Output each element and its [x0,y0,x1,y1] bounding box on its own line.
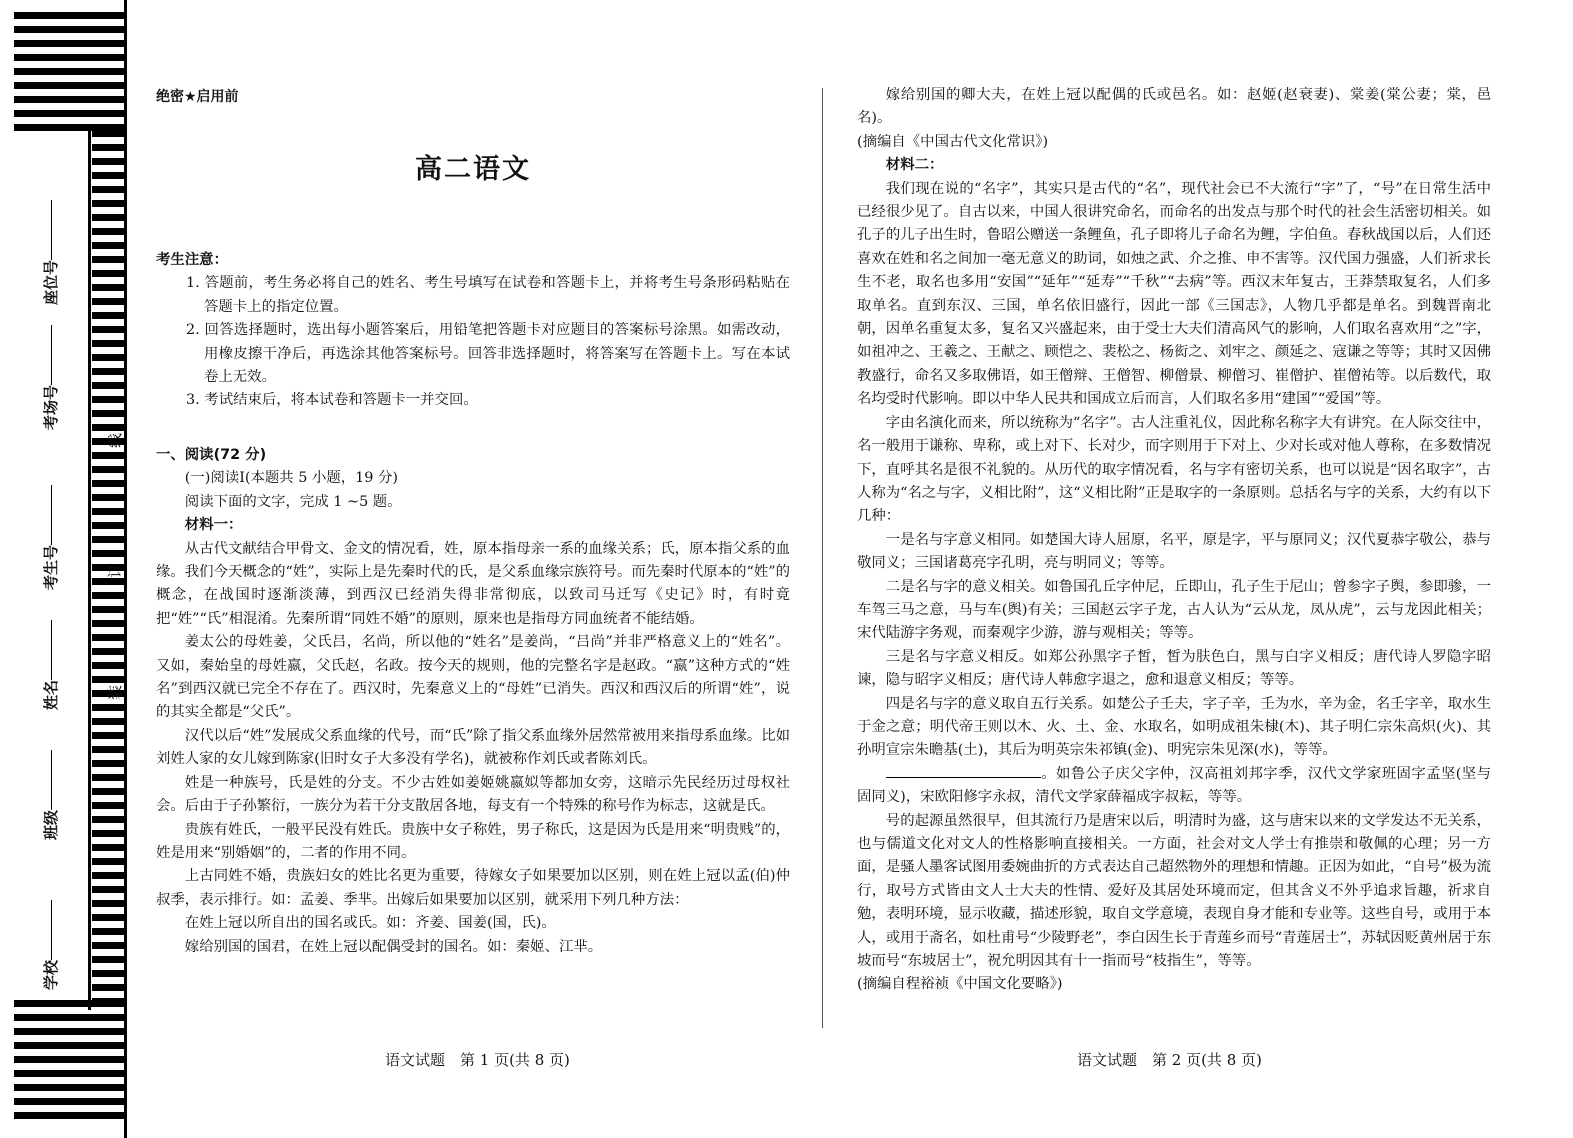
binding-stripe [14,1098,124,1105]
binding-stripe [14,1028,124,1035]
confidential-mark: 绝密★启用前 [156,89,239,105]
exam-room-field[interactable] [40,325,61,430]
paragraph: 我们现在说的“名字”，其实只是古代的“名”，现代社会已不大流行“字”了，“号”在日常生活中已经很少见了。自古以来，中国人很讲究命名，而命名的出发点与那个时代的社会生活密切相关。如孔子的儿子出生时，鲁昭公赠送一条鲤鱼，孔子即将儿子命名为鲤，字伯鱼。春秋战国以后，人们还喜欢在姓和名之间加一毫无意义的助词，如烛之武、介之推、申不害等。汉代国力强盛，人们祈求长生不老，取名也多用“安国”“延年”“延寿”“千秋”“去病”等。西汉末年复古，王莽禁取复名，人们多取单名。直到东汉、三国，单名依旧盛行，因此一部《三国志》，人物几乎都是单名。到魏晋南北朝，因单名重复太多，复名又兴盛起来，由于受士大夫们清高风气的影响，人们取名喜欢用“之”字，如祖冲之、王羲之、王献之、顾恺之、裴松之、杨衒之、刘牢之、颜延之、寇谦之等等；其时又因佛教盛行，命名又多取佛语，如王僧辩、王僧智、柳僧景、柳僧习、崔僧护、崔僧祐等。以后数代，取名均受时代影响。即以中华人民共和国成立后而言，人们取名多用“建国”“爱国”等。 [857,180,1491,408]
candidate-number-field[interactable] [40,485,61,590]
exam-room-label: 考场号 [42,384,60,430]
class-field[interactable] [40,750,61,840]
notice-item: 1. 答题前，考生务必将自己的姓名、考生号填写在试卷和答题卡上，并将考生号条形码粘贴在答题卡上的指定位置。 [186,275,790,315]
paragraph: 从古代文献结合甲骨文、金文的情况看，姓，原本指母亲一系的血缘关系；氏，原本指父系的血缘。我们今天概念的“姓”，实际上是先秦时代的氏，是父系血缘宗族符号。而先秦时代原本的“姓”的概念，在战国时逐渐淡薄，到西汉已经消失得非常彻底，以致司马迁写《史记》时，有时竟把“姓”“氏”相混淆。先秦所谓“同姓不婚”的原则，原来也是指母方同血统者不能结婚。 [156,540,790,627]
name-label: 姓名 [42,679,60,710]
cut-mark-staple: 订 [106,562,124,578]
binding-stripe [14,12,124,19]
page-2-body [857,84,1491,997]
section-title: 一、阅读(72 分) [156,447,267,463]
fill-in-paragraph [857,763,1491,810]
exam-title: 高二语文 [415,154,531,185]
paragraph: 姜太公的母姓姜，父氏吕，名尚，所以他的“姓名”是姜尚，“吕尚”并非严格意义上的“姓名”。又如，秦始皇的母姓嬴，父氏赵，名政。按今天的规则，他的完整名字是赵政。“嬴”这种方式的“姓名”到西汉就已完全不存在了。西汉时，先秦意义上的“母姓”已消失。西汉和西汉后的所谓“姓”，说的其实全都是“父氏”。 [156,634,790,721]
source-note: (摘编自程裕祯《中国文化要略》) [857,976,1063,993]
binding-stripe [14,40,124,47]
paragraph: 嫁给别国的卿大夫，在姓上冠以配偶的氏或邑名。如：赵姬(赵衰妻)、棠姜(棠公妻；棠，邑名)。 [857,87,1491,127]
binding-stripe [14,96,124,103]
candidate-number-label: 考生号 [42,544,60,590]
paragraph: 姓是一种族号，氏是姓的分支。不少古姓如姜姬姚嬴姒等都加女旁，这暗示先民经历过母权社会。后由于子孙繁衍，一族分为若干分支散居各地，每支有一个特殊的称号作为标志，这就是氏。 [156,774,790,815]
notice-item: 2. 回答选择题时，选出每小题答案后，用铅笔把答题卡对应题目的答案标号涂黑。如需改动，用橡皮擦干净后，再选涂其他答案标号。回答非选择题时，将答案写在答题卡上。写在本试卷上无效。 [186,322,790,386]
binding-stripe [14,110,124,117]
notice-block [156,249,790,413]
paragraph: 贵族有姓氏，一般平民没有姓氏。贵族中女子称姓，男子称氏，这是因为氏是用来“明贵贱”的，姓是用来“别婚姻”的，二者的作用不同。 [156,821,790,861]
paragraph: 嫁给别国的国君，在姓上冠以配偶受封的国名。如：秦姬、江芈。 [184,938,603,955]
paragraph: 四是名与字的意义取自五行关系。如楚公子壬夫，字子辛，壬为水，辛为金，名壬字辛，取水生于金之意；明代帝王则以木、火、土、金、水取名，如明成祖朱棣(木)、其子明仁宗朱高炽(火)、其孙明宣宗朱瞻基(土)，其后为明英宗朱祁镇(金)、明宪宗朱见深(水)，等等。 [857,695,1491,759]
page-1-footer: 语文试题 第 1 页(共 8 页) [385,1051,570,1069]
paragraph: 上古同姓不婚，贵族妇女的姓比名更为重要，待嫁女子如果要加以区别，则在姓上冠以孟(伯)仲叔季，表示排行。如：孟姜、季芈。出嫁后如果要加以区别，就采用下列几种方法： [156,868,790,908]
notice-item: 3. 考试结束后，将本试卷和答题卡一并交回。 [186,392,478,409]
binding-stripe [14,1014,124,1021]
paragraph: 字由名演化而来，所以统称为“名字”。古人注重礼仪，因此称名称字大有讲究。在人际交往中，名一般用于谦称、卑称，或上对下、长对少，而字则用于下对上、少对长或对他人尊称，在多数情况下，直呼其名是很不礼貌的。从历代的取字情况看，名与字有密切关系，也可以说是“因名取字”，古人称为“名之与字，义相比附”，这“义相比附”正是取字的一条原则。总括名与字的关系，大约有以下几种： [857,414,1491,525]
binding-stripe [14,1000,124,1007]
binding-stripe [14,1084,124,1091]
binding-edge [88,130,91,1010]
reading-section [156,444,790,959]
binding-stripe [14,54,124,61]
material-1-heading: 材料一： [184,517,243,534]
binding-stripe [14,82,124,89]
page-2-footer: 语文试题 第 2 页(共 8 页) [1077,1051,1262,1069]
class-label: 班级 [42,809,60,840]
cut-mark-line: 线 [106,432,124,448]
paragraph: 汉代以后“姓”发展成父系血缘的代号，而“氏”除了指父系血缘外居然常被用来指母系血缘。比如刘姓人家的女儿嫁到陈家(旧时女子大多没有学名)，就被称作刘氏或者陈刘氏。 [156,727,790,768]
name-field[interactable] [40,620,61,710]
paragraph: 在姓上冠以所自出的国名或氏。如：齐姜、国姜(国，氏)。 [184,915,556,932]
seat-number-field[interactable] [40,200,61,305]
seat-number-label: 座位号 [42,259,60,305]
paragraph: 二是名与字的意义相关。如鲁国孔丘字仲尼，丘即山，孔子生于尼山；曾参字子舆，参即骖，一车驾三马之意，马与车(舆)有关；三国赵云字子龙，古人认为“云从龙，凤从虎”，云与龙因此相关；宋代陆游字务观，而秦观字少游，游与观相关；等等。 [857,578,1491,642]
paragraph: 一是名与字意义相同。如楚国大诗人屈原，名平，原是字，平与原同义；汉代夏恭字敬公，恭与敬同义；三国诸葛亮字孔明，亮与明同义；等等。 [857,531,1491,572]
section-instruction: 阅读下面的文字，完成 1 ~5 题。 [184,493,402,510]
answer-blank[interactable] [886,763,1041,778]
paragraph: 三是名与字意义相反。如郑公孙黑字子皙，皙为肤色白，黑与白字义相反；唐代诗人罗隐字昭谏，隐与昭字义相反；唐代诗人韩愈字退之，愈和退意义相反；等等。 [857,648,1491,689]
cut-mark-bind: 装 [106,684,124,700]
binding-stripe [14,1112,124,1119]
binding-stripe [14,1056,124,1063]
page-divider [822,88,823,1028]
paragraph: 号的起源虽然很早，但其流行乃是唐宋以后，明清时为盛，这与唐宋以来的文学发达不无关系，也与儒道文化对文人的性格影响直接相关。一方面，社会对文人学士有推崇和敬佩的心理；另一方面，是骚人墨客试图用委婉曲折的方式表达自己超然物外的理想和情趣。正因为如此，“自号”极为流行，取号方式皆由文人士大夫的性情、爱好及其居处环境而定，但其含义不外乎追求旨趣，祈求自勉，表明环境，显示收藏，描述形貌，取自文学意境，表现自身才能和专业等。这些自号，或用于本人，或用于斋名，如杜甫号“少陵野老”，李白因生长于青莲乡而号“青莲居士”，苏轼因贬黄州居于东坡而号“东坡居士”，祝允明因其有十一指而号“枝指生”，等等。 [857,812,1491,970]
school-label: 学校 [42,959,60,990]
material-2-heading: 材料二： [885,157,944,174]
notice-heading: 考生注意： [156,252,228,268]
binding-stripe [14,68,124,75]
binding-stripe [14,26,124,33]
school-field[interactable] [40,900,61,990]
binding-stripe [14,1070,124,1077]
section-subtitle: (一)阅读Ⅰ(本题共 5 小题，19 分) [184,470,399,487]
binding-strip [0,0,130,1138]
fill-in-text: 。如鲁公子庆父字仲，汉高祖刘邦字季，汉代文学家班固字孟坚(坚与固同义)，宋欧阳修字永叔，清代文学家薛福成字叔耘，等等。 [857,765,1491,806]
source-note: (摘编自《中国古代文化常识》) [857,133,1049,150]
binding-stripe [14,1042,124,1049]
